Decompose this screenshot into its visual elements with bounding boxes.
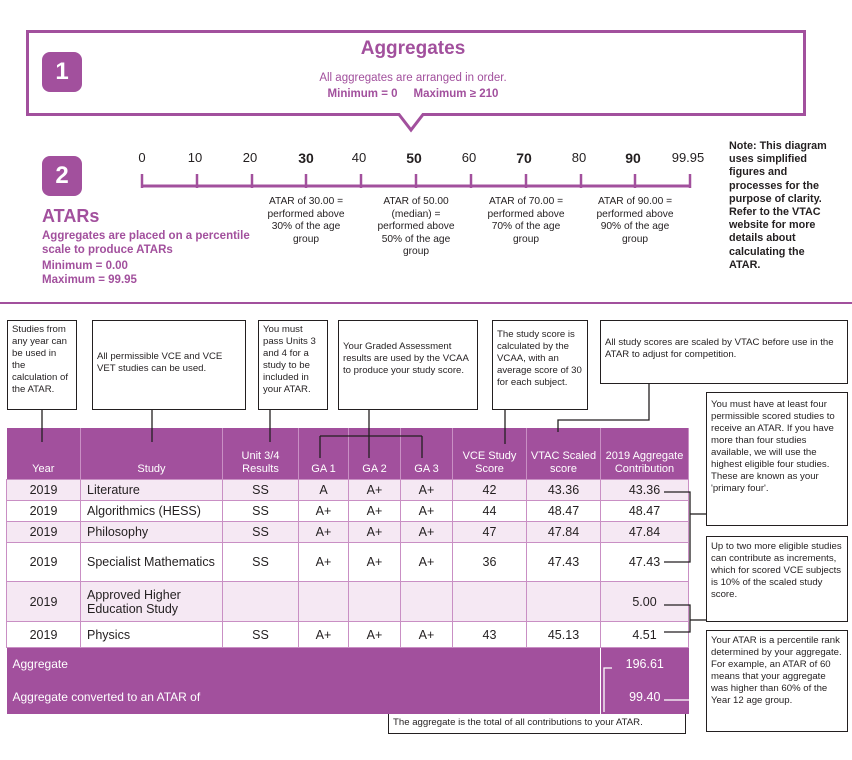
cell-ga3: A+ [401, 522, 453, 543]
atar-label: Aggregate converted to an ATAR of [7, 681, 601, 714]
col-header-study-score: VCE Study Score [453, 428, 527, 480]
aggregates-subtitle: All aggregates are arranged in order. [319, 72, 507, 84]
col-header-ga2: GA 2 [349, 428, 401, 480]
cell-ga2: A+ [349, 543, 401, 582]
cell-study: Specialist Mathematics [81, 543, 223, 582]
cell-scaled-score: 43.36 [527, 480, 601, 501]
col-header-results: Unit 3/4 Results [223, 428, 299, 480]
cell-contribution: 48.47 [601, 501, 689, 522]
cell-results: SS [223, 622, 299, 648]
callout-year: Studies from any year can be used in the calculation of the ATAR. [7, 320, 77, 410]
cell-ga3: A+ [401, 543, 453, 582]
scale-desc-50: ATAR of 50.00 (median) = performed above 50% of the age group [377, 196, 455, 257]
cell-study: Physics [81, 622, 223, 648]
aggregates-range: Minimum = 0 Maximum ≥ 210 [327, 88, 499, 100]
atar-value: 99.40 [601, 681, 689, 714]
cell-contribution: 5.00 [601, 582, 689, 622]
table-row [7, 543, 689, 582]
aggregate-value: 196.61 [601, 648, 689, 681]
cell-study: Philosophy [81, 522, 223, 543]
atar-table [6, 428, 689, 714]
table-row [7, 501, 689, 522]
cell-ga2: A+ [349, 480, 401, 501]
cell-ga3 [401, 582, 453, 622]
cell-results: SS [223, 543, 299, 582]
cell-ga1: A [299, 480, 349, 501]
aggregate-label: Aggregate [7, 648, 601, 681]
atars-title: ATARs [42, 206, 100, 226]
col-header-scaled-score: VTAC Scaled score [527, 428, 601, 480]
section-divider [0, 302, 852, 304]
cell-results [223, 582, 299, 622]
cell-scaled-score: 47.43 [527, 543, 601, 582]
cell-ga3: A+ [401, 501, 453, 522]
cell-ga2: A+ [349, 522, 401, 543]
cell-ga1: A+ [299, 522, 349, 543]
cell-ga1: A+ [299, 501, 349, 522]
col-header-contribution: 2019 Aggregate Contribution [601, 428, 689, 480]
scale-tick-label: 20 [242, 150, 258, 165]
cell-year: 2019 [7, 582, 81, 622]
scale-tick-label: 80 [571, 150, 587, 165]
cell-study-score: 36 [453, 543, 527, 582]
scale-desc-30: ATAR of 30.00 = performed above 30% of the age group [267, 196, 345, 245]
cell-contribution: 47.43 [601, 543, 689, 582]
cell-year: 2019 [7, 622, 81, 648]
cell-scaled-score: 45.13 [527, 622, 601, 648]
cell-ga1: A+ [299, 543, 349, 582]
callout-scaled: All study scores are scaled by VTAC before use in the ATAR to adjust for competition. [600, 320, 848, 384]
aggregate-row [7, 648, 689, 681]
scale-tick-label: 99.95 [671, 150, 705, 165]
cell-scaled-score [527, 582, 601, 622]
table-row [7, 622, 689, 648]
scale-tick-label: 40 [351, 150, 367, 165]
cell-ga1 [299, 582, 349, 622]
atars-min: Minimum = 0.00 [42, 260, 128, 272]
callout-study: All permissible VCE and VCE VET studies can be used. [92, 320, 246, 410]
col-header-ga3: GA 3 [401, 428, 453, 480]
step-1-badge: 1 [42, 52, 82, 92]
callout-study-score: The study score is calculated by the VCAA, with an average score of 30 for each subject. [492, 320, 588, 410]
atars-desc: Aggregates are placed on a percentile scale to produce ATARs [42, 230, 250, 256]
cell-contribution: 47.84 [601, 522, 689, 543]
cell-ga1: A+ [299, 622, 349, 648]
scale-tick-label: 30 [298, 150, 314, 166]
cell-scaled-score: 47.84 [527, 522, 601, 543]
scale-tick-label: 70 [516, 150, 532, 166]
cell-year: 2019 [7, 522, 81, 543]
cell-study-score: 44 [453, 501, 527, 522]
note-text: Note: This diagram uses simplified figures and processes for the purpose of clarity. Refer to the VTAC website for more details about calculating the ATAR. [729, 140, 827, 271]
cell-study: Literature [81, 480, 223, 501]
cell-year: 2019 [7, 480, 81, 501]
scale-desc-90: ATAR of 90.00 = performed above 90% of the age group [596, 196, 674, 245]
col-header-year: Year [7, 428, 81, 480]
callout-ga: Your Graded Assessment results are used by the VCAA to produce your study score. [338, 320, 478, 410]
cell-study-score: 47 [453, 522, 527, 543]
aggregates-title: Aggregates [360, 38, 466, 59]
table-row [7, 522, 689, 543]
cell-study-score: 43 [453, 622, 527, 648]
cell-results: SS [223, 501, 299, 522]
cell-study: Algorithmics (HESS) [81, 501, 223, 522]
cell-contribution: 4.51 [601, 622, 689, 648]
scale-tick-label: 50 [406, 150, 422, 166]
cell-year: 2019 [7, 543, 81, 582]
atars-max: Maximum = 99.95 [42, 274, 137, 286]
scale-tick-label: 60 [461, 150, 477, 165]
callout-aggregate-total: The aggregate is the total of all contributions to your ATAR. [388, 712, 686, 734]
cell-year: 2019 [7, 501, 81, 522]
table-row [7, 480, 689, 501]
callout-primary-four: You must have at least four permissible scored studies to receive an ATAR. If you have more than four studies available, we will use the highest eligible four studies. These are known as your 'primary four'. [706, 392, 848, 526]
cell-scaled-score: 48.47 [527, 501, 601, 522]
cell-study-score [453, 582, 527, 622]
scale-tick-label: 90 [625, 150, 641, 166]
scale-desc-70: ATAR of 70.00 = performed above 70% of the age group [487, 196, 565, 245]
col-header-ga1: GA 1 [299, 428, 349, 480]
callout-increments: Up to two more eligible studies can contribute as increments, which for scored VCE subjects is 10% of the scaled study score. [706, 536, 848, 622]
cell-ga2: A+ [349, 501, 401, 522]
cell-ga3: A+ [401, 622, 453, 648]
table-row [7, 582, 689, 622]
cell-results: SS [223, 522, 299, 543]
cell-ga3: A+ [401, 480, 453, 501]
scale-tick-label: 0 [138, 150, 146, 165]
cell-ga2 [349, 582, 401, 622]
cell-ga2: A+ [349, 622, 401, 648]
step-2-badge: 2 [42, 156, 82, 196]
cell-results: SS [223, 480, 299, 501]
cell-contribution: 43.36 [601, 480, 689, 501]
cell-study-score: 42 [453, 480, 527, 501]
callout-units: You must pass Units 3 and 4 for a study to be included in your ATAR. [258, 320, 328, 410]
cell-study: Approved Higher Education Study [81, 582, 223, 622]
scale-tick-label: 10 [187, 150, 203, 165]
col-header-study: Study [81, 428, 223, 480]
atar-row [7, 681, 689, 714]
callout-percentile: Your ATAR is a percentile rank determined by your aggregate. For example, an ATAR of 60 means that your aggregate was higher than 60% of the Year 12 age group. [706, 630, 848, 732]
